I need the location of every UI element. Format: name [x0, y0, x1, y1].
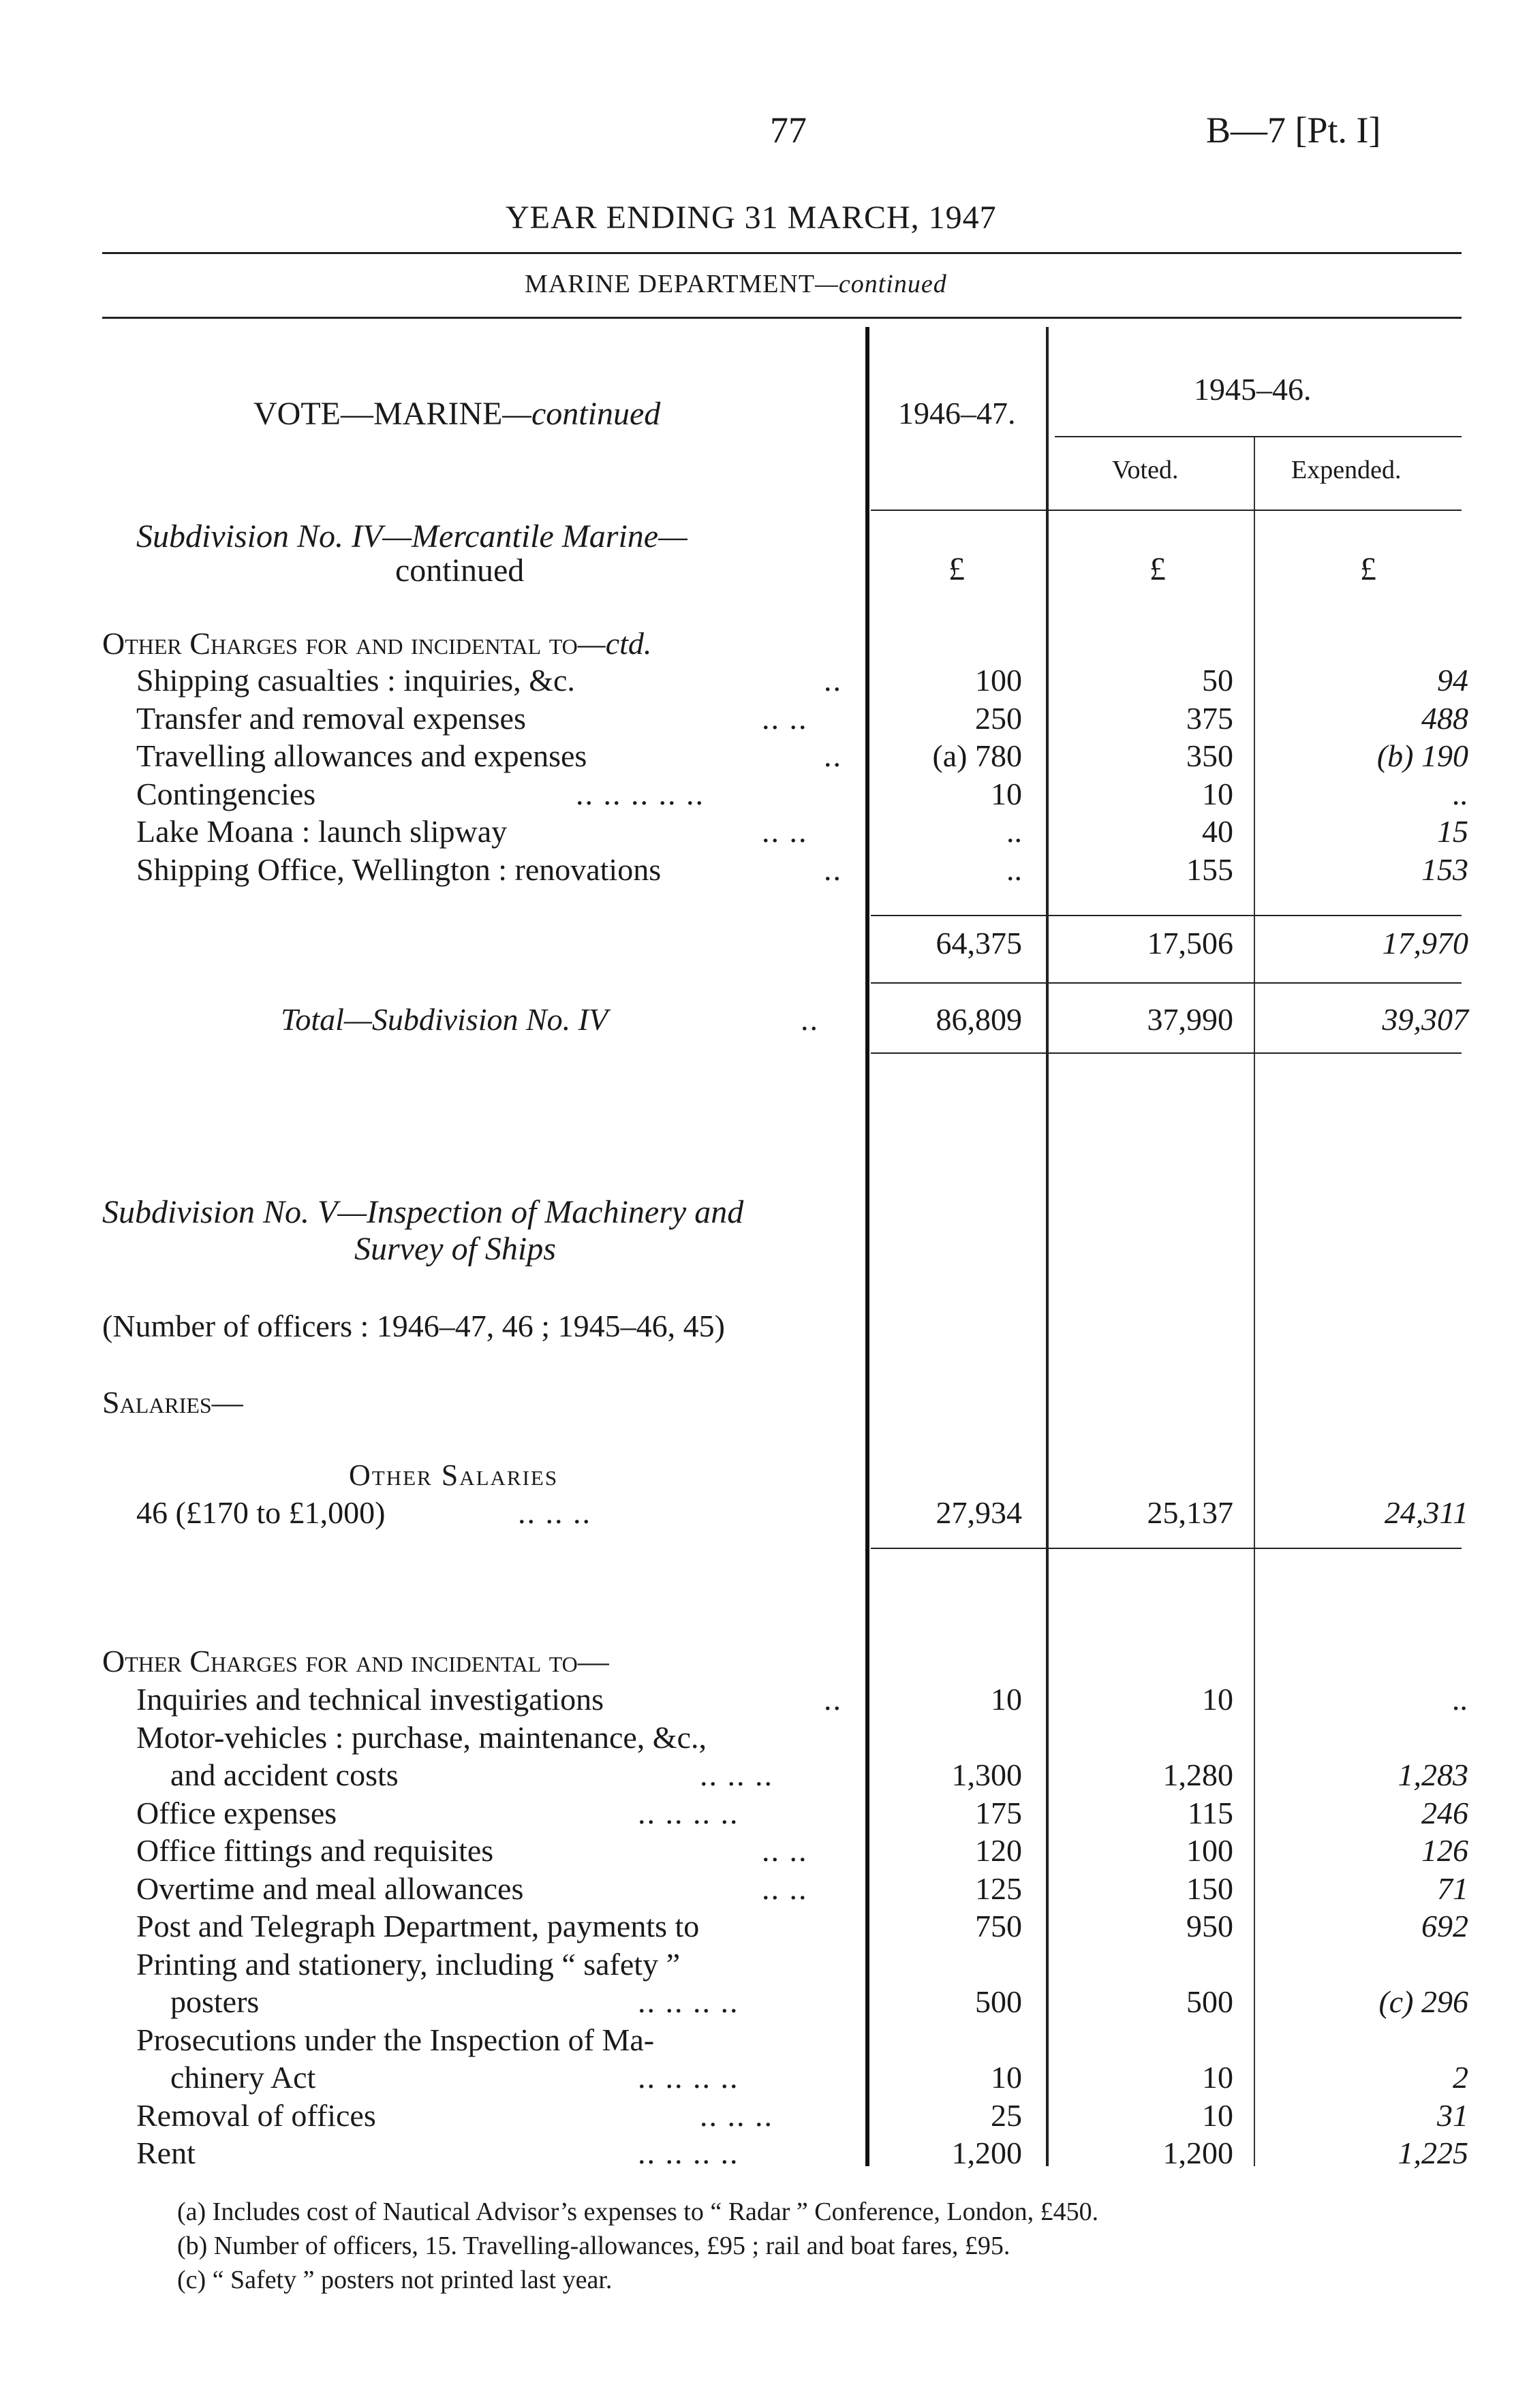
row-value-voted: 10 [1202, 2060, 1233, 2095]
row-value-voted: 100 [1186, 1833, 1233, 1868]
row-label: Lake Moana : launch slipway [136, 814, 508, 849]
subdivision-v-section-heading: Other Charges for and incidental to— [102, 1644, 609, 1678]
row-leader: .. .. [762, 700, 808, 736]
row-value-voted: 1,280 [1162, 1757, 1233, 1792]
footnote: (a) Includes cost of Nautical Advisor’s expenses to “ Radar ” Conference, London, £450. [177, 2198, 1099, 2226]
page-number: 77 [770, 110, 807, 151]
row-value-expended: 1,283 [1397, 1757, 1468, 1792]
row-value-1946-47: 10 [991, 1682, 1022, 1717]
row-value-voted: 350 [1186, 738, 1233, 773]
subdivision-iv-section-heading [102, 625, 651, 661]
subtotal-voted: 17,506 [1147, 926, 1233, 960]
department-suffix: —continued [815, 270, 947, 298]
row-value-voted: 40 [1202, 814, 1233, 849]
row-value-expended: 488 [1421, 700, 1468, 736]
row-leader: .. [824, 738, 842, 773]
department-name: MARINE DEPARTMENT [525, 270, 816, 298]
row-leader: .. .. .. .. [638, 2136, 739, 2170]
row-value-1946-47: 10 [991, 2060, 1022, 2095]
row-value-1946-47: 1,200 [951, 2136, 1022, 2170]
row-value-expended: (c) 296 [1378, 1984, 1468, 2019]
row-value-voted: 500 [1186, 1984, 1233, 2019]
row-value-expended: 2 [1453, 2060, 1468, 2095]
column-rule-1946 [1046, 327, 1049, 2166]
row-label: chinery Act [170, 2060, 316, 2095]
row-label: Post and Telegraph Department, payments to [136, 1909, 700, 1943]
subdivision-v-title-cont: Survey of Ships [354, 1231, 556, 1267]
row-value-expended: 15 [1437, 814, 1468, 849]
row-label: Overtime and meal allowances [136, 1871, 524, 1906]
column-header-1946-47: 1946–47. [898, 396, 1016, 431]
row-value-expended: .. [1453, 1682, 1468, 1717]
rule-top [102, 252, 1462, 254]
subtotal-expended: 17,970 [1382, 926, 1468, 960]
row-label: Office expenses [136, 1795, 337, 1830]
row-label: Shipping casualties : inquiries, &c. [136, 663, 575, 698]
rule-salary-bottom [871, 1548, 1462, 1549]
row-label: and accident costs [170, 1757, 399, 1792]
column-header-1945-46: 1945–46. [1194, 372, 1312, 407]
row-label: Office fittings and requisites [136, 1833, 494, 1868]
subdivision-iv-title: Subdivision No. IV—Mercantile Marine— [136, 518, 688, 554]
row-value-1946-47: 125 [975, 1871, 1022, 1906]
row-label: Inquiries and technical investigations [136, 1682, 604, 1717]
salaries-heading: Salaries— [102, 1385, 243, 1420]
salary-1946-47: 27,934 [936, 1495, 1022, 1530]
row-leader: .. .. .. .. [638, 2060, 739, 2095]
row-label: Removal of offices [136, 2097, 376, 2133]
row-leader: .. .. [762, 1871, 808, 1906]
row-leader: .. .. .. [700, 2097, 773, 2133]
department-title [525, 269, 947, 299]
row-value-voted: 150 [1186, 1871, 1233, 1906]
rule-second [102, 317, 1462, 319]
other-salaries-heading: Other Salaries [349, 1458, 559, 1492]
row-value-1946-47: .. [1006, 814, 1022, 849]
row-value-1946-47: 500 [975, 1984, 1022, 2019]
row-value-1946-47: .. [1006, 851, 1022, 887]
row-value-expended: 246 [1421, 1795, 1468, 1830]
row-value-voted: 10 [1202, 2097, 1233, 2133]
row-value-1946-47: 120 [975, 1833, 1022, 1868]
row-leader: .. .. [762, 814, 808, 849]
row-value-voted: 155 [1186, 851, 1233, 887]
row-leader: .. [824, 851, 842, 887]
total-subdivision-iv-label: Total—Subdivision No. IV [281, 1002, 608, 1037]
row-label: posters [170, 1984, 260, 2019]
column-rule-voted [1254, 436, 1255, 2166]
column-rule-label [865, 327, 869, 2166]
footnote: (b) Number of officers, 15. Travelling-allowances, £95 ; rail and boat fares, £95. [177, 2232, 1010, 2260]
row-leader: .. .. .. .. .. [576, 776, 705, 811]
vote-suffix: —continued [502, 396, 661, 432]
vote-main: VOTE—MARINE [253, 396, 503, 432]
subdivision-v-title: Subdivision No. V—Inspection of Machinery and [102, 1194, 744, 1230]
currency-voted: £ [1149, 551, 1166, 587]
salary-row-label: 46 (£170 to £1,000) [136, 1495, 386, 1530]
row-value-expended: 126 [1421, 1833, 1468, 1868]
row-value-1946-47: 250 [975, 700, 1022, 736]
total-expended: 39,307 [1382, 1002, 1468, 1037]
row-label: Prosecutions under the Inspection of Ma- [136, 2022, 655, 2057]
row-value-1946-47: 100 [975, 663, 1022, 698]
column-header-voted: Voted. [1112, 456, 1179, 484]
total-subdivision-iv-leader: .. [801, 1002, 819, 1037]
row-value-1946-47: 25 [991, 2097, 1022, 2133]
row-label: Travelling allowances and expenses [136, 738, 587, 773]
currency-expended: £ [1360, 551, 1376, 587]
row-value-expended: 1,225 [1397, 2136, 1468, 2170]
row-value-expended: 153 [1421, 851, 1468, 887]
row-value-expended: 692 [1421, 1909, 1468, 1943]
rule-subtotal-bottom [871, 982, 1462, 984]
row-leader: .. [824, 1682, 842, 1717]
row-value-1946-47: (a) 780 [932, 738, 1022, 773]
row-value-expended: 94 [1437, 663, 1468, 698]
rule-head-bottom [871, 510, 1462, 511]
row-leader: .. .. .. [700, 1757, 773, 1792]
row-leader: .. .. [762, 1833, 808, 1868]
row-value-voted: 375 [1186, 700, 1233, 736]
currency-1946-47: £ [948, 551, 965, 587]
row-value-1946-47: 750 [975, 1909, 1022, 1943]
section-heading-suffix: —ctd. [577, 626, 652, 661]
row-label: Motor-vehicles : purchase, maintenance, &c., [136, 1719, 707, 1755]
subdivision-iv-title-cont: continued [395, 552, 525, 589]
footnote: (c) “ Safety ” posters not printed last year. [177, 2266, 613, 2294]
row-leader: .. .. .. .. [638, 1795, 739, 1830]
row-value-1946-47: 10 [991, 776, 1022, 811]
row-value-expended: (b) 190 [1376, 738, 1468, 773]
row-label: Contingencies [136, 776, 316, 811]
row-label: Rent [136, 2136, 196, 2170]
row-value-voted: 950 [1186, 1909, 1233, 1943]
salary-expended: 24,311 [1384, 1495, 1468, 1530]
year-title: YEAR ENDING 31 MARCH, 1947 [506, 200, 997, 236]
rule-total-bottom [871, 1052, 1462, 1054]
document-reference: B—7 [Pt. I] [1206, 110, 1381, 151]
row-value-1946-47: 175 [975, 1795, 1022, 1830]
row-value-voted: 1,200 [1162, 2136, 1233, 2170]
total-voted: 37,990 [1147, 1002, 1233, 1037]
rule-subtotal-top [871, 915, 1462, 916]
row-leader: .. [824, 663, 842, 698]
vote-title [253, 395, 660, 433]
subtotal-1946-47: 64,375 [936, 926, 1022, 960]
row-value-voted: 115 [1187, 1795, 1233, 1830]
rule-1945-46-group [1055, 436, 1462, 437]
row-value-expended: 31 [1437, 2097, 1468, 2133]
row-value-1946-47: 1,300 [951, 1757, 1022, 1792]
row-value-expended: .. [1453, 776, 1468, 811]
row-label: Transfer and removal expenses [136, 700, 526, 736]
row-value-expended: 71 [1437, 1871, 1468, 1906]
row-value-voted: 50 [1202, 663, 1233, 698]
row-label: Shipping Office, Wellington : renovations [136, 851, 662, 887]
officers-note: (Number of officers : 1946–47, 46 ; 1945–46, 45) [102, 1309, 725, 1343]
row-label: Printing and stationery, including “ safety ” [136, 1946, 680, 1982]
row-value-voted: 10 [1202, 776, 1233, 811]
total-1946-47: 86,809 [936, 1002, 1022, 1037]
salary-voted: 25,137 [1147, 1495, 1233, 1530]
column-header-expended: Expended. [1291, 456, 1402, 484]
row-value-voted: 10 [1202, 1682, 1233, 1717]
section-heading-text: Other Charges for and incidental to [102, 626, 578, 661]
row-leader: .. .. .. .. [638, 1984, 739, 2019]
salary-row-leader: .. .. .. [518, 1495, 591, 1530]
